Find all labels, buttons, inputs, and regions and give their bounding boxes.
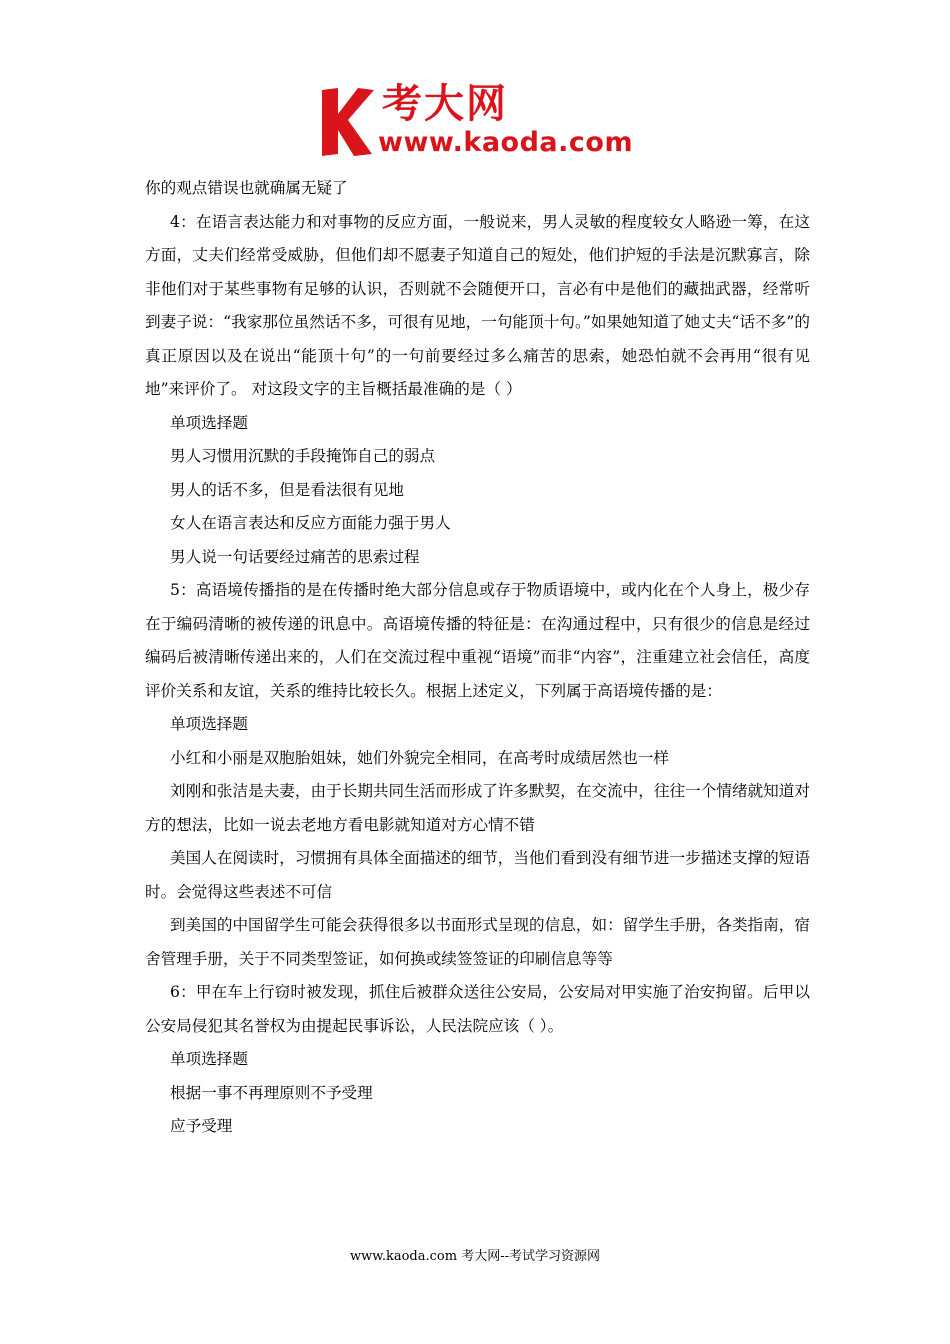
paragraph: 根据一事不再理原则不予受理 — [170, 1083, 373, 1102]
paragraph: 男人习惯用沉默的手段掩饰自己的弱点 — [170, 447, 436, 465]
brand-name: 考大网 — [382, 81, 508, 127]
page-footer: www.kaoda.com 考大网--考试学习资源网 — [350, 1249, 600, 1264]
paragraph: 男人的话不多，但是看法很有见地 — [170, 480, 404, 499]
paragraph: 女人在语言表达和反应方面能力强于男人 — [170, 514, 451, 532]
paragraph: 到美国的中国留学生可能会获得很多以书面形式呈现的信息，如：留学生手册，各类指南，宿舍管理手册，关于不同类型签证，如何换或续签签证的印刷信息等等 — [145, 916, 810, 968]
paragraph: 男人说一句话要经过痛苦的思索过程 — [170, 547, 420, 566]
paragraph: 单项选择题 — [170, 1050, 248, 1068]
paragraph: 单项选择题 — [170, 715, 248, 733]
k-logo-icon — [318, 84, 376, 158]
document-body — [145, 172, 810, 1144]
paragraph: 单项选择题 — [170, 413, 248, 432]
paragraph: 5：高语境传播指的是在传播时绝大部分信息或存于物质语境中，或内化在个人身上，极少存在于编码清晰的被传递的讯息中。高语境传播的特征是：在沟通过程中，只有很少的信息是经过编码后被清晰传递出来的，人们在交流过程中重视“语境”而非“内容”，注重建立社会信任，高度评价关系和友谊，关系的维持比较长久。根据上述定义，下列属于高语境传播的是： — [145, 581, 810, 700]
paragraph: 4：在语言表达能力和对事物的反应方面，一般说来，男人灵敏的程度较女人略逊一筹，在这方面，丈夫们经常受威胁，但他们却不愿妻子知道自己的短处，他们护短的手法是沉默寡言，除非他们对于某些事物有足够的认识，否则就不会随便开口，言必有中是他们的藏拙武器，经常听到妻子说：“我家那位虽然话不多，可很有见地，一句能顶十句。”如果她知道了她丈夫“话不多”的真正原因以及在说出“能顶十句”的一句前要经过多么痛苦的思索，她恐怕就不会再用“很有见地”来评价了。 对这段文字的主旨概括最准确的是（ ） — [145, 212, 810, 398]
paragraph: 美国人在阅读时，习惯拥有具体全面描述的细节，当他们看到没有细节进一步描述支撑的短语时。会觉得这些表述不可信 — [145, 849, 810, 901]
paragraph: 6：甲在车上行窃时被发现，抓住后被群众送往公安局，公安局对甲实施了治安拘留。后甲以公安局侵犯其名誉权为由提起民事诉讼，人民法院应该（ ）。 — [145, 983, 810, 1035]
brand-url: www.kaoda.com — [378, 127, 634, 158]
kaoda-logo — [318, 82, 638, 160]
paragraph: 你的观点错误也就确属无疑了 — [145, 179, 348, 197]
paragraph: 小红和小丽是双胞胎姐妹，她们外貌完全相同，在高考时成绩居然也一样 — [170, 748, 670, 767]
paragraph: 刘刚和张洁是夫妻，由于长期共同生活而形成了许多默契，在交流中，往往一个情绪就知道对方的想法，比如一说去老地方看电影就知道对方心情不错 — [145, 782, 810, 834]
paragraph: 应予受理 — [170, 1117, 233, 1135]
